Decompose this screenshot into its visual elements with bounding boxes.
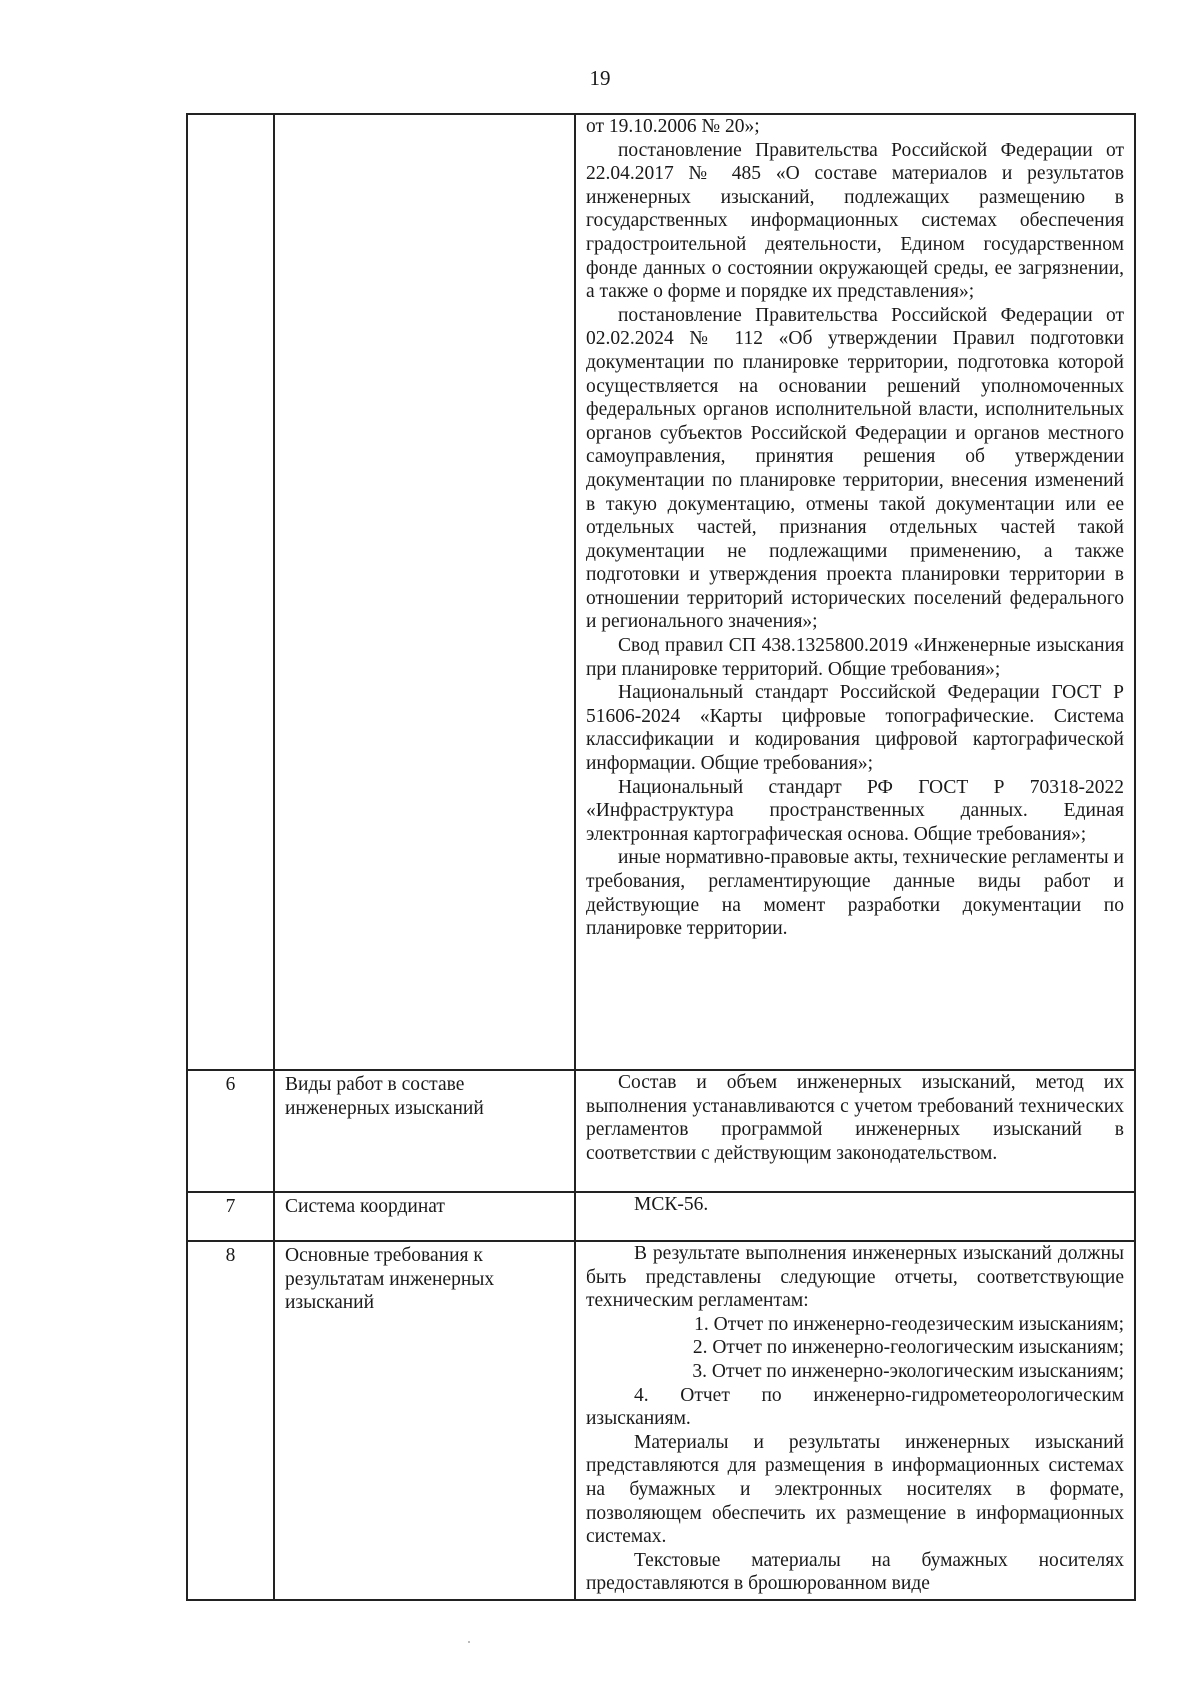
paragraph: Свод правил СП 438.1325800.2019 «Инженерные изыскания при планировке территорий. Общие требования»;	[586, 635, 1124, 680]
row-content-cell	[575, 1192, 1135, 1241]
requirements-table	[186, 113, 1136, 1601]
paragraph: В результате выполнения инженерных изысканий должны быть представлены следующие отчеты, соответствующие техническим регламентам:	[586, 1243, 1124, 1312]
list-item: 4. Отчет по инженерно-гидрометеорологическим изысканиям.	[586, 1384, 1124, 1430]
row-content-cell	[575, 114, 1135, 1070]
row-content-cell	[575, 1070, 1135, 1192]
row-number-cell: 7	[187, 1192, 274, 1241]
paragraph: Материалы и результаты инженерных изысканий представляются для размещения в информационных системах на бумажных и электронных носителях в формате, позволяющем обеспечить их размещение в информационных системах.	[586, 1431, 1124, 1548]
table-row-5-continued	[187, 114, 1135, 1070]
paragraph: Национальный стандарт Российской Федерации ГОСТ Р 51606-2024 «Карты цифровые топографические. Система классификации и кодирования цифровой картографической информации. Общие требования»;	[586, 682, 1124, 775]
scan-speck	[468, 1641, 470, 1643]
row-number-cell	[187, 114, 274, 1070]
list-item: 2. Отчет по инженерно-геологическим изысканиям;	[692, 1337, 1124, 1359]
paragraph: Национальный стандарт РФ ГОСТ Р 70318-2022 «Инфраструктура пространственных данных. Единая электронная картографическая основа. Общие требования»;	[586, 776, 1124, 845]
row-name-cell	[274, 114, 575, 1070]
paragraph: постановление Правительства Российской Федерации от 02.02.2024 № 112 «Об утверждении Правил подготовки документации по планировке территории, подготовка которой осуществляется на основании решений уполномоченных федеральных органов исполнительной власти, исполнительных органов субъектов Российской Федерации и органов местного самоуправления, принятия решения об утверждении документации по планировке территории, внесения изменений в такую документацию, отмены такой документации или ее отдельных частей, признания отдельных частей такой документации не подлежащими применению, а также подготовки и утверждения проекта планировки территории в отношении территорий исторических поселений федерального и регионального значения»;	[586, 304, 1124, 633]
row-content-cell	[575, 1241, 1135, 1600]
row-name-cell: Система координат	[274, 1192, 575, 1241]
row-name-cell: Основные требования к результатам инженерных изысканий	[274, 1241, 575, 1600]
list-item: 1. Отчет по инженерно-геодезическим изысканиям;	[694, 1313, 1124, 1335]
list-item: 3. Отчет по инженерно-экологическим изысканиям;	[692, 1360, 1124, 1382]
paragraph: иные нормативно-правовые акты, технические регламенты и требования, регламентирующие данные виды работ и действующие на момент разработки документации по планировке территории.	[586, 847, 1124, 940]
table-row-7	[187, 1192, 1135, 1241]
paragraph: Состав и объем инженерных изысканий, метод их выполнения устанавливаются с учетом требований технических регламентов программой инженерных изысканий в соответствии с действующим законодательством.	[586, 1072, 1124, 1164]
paragraph: постановление Правительства Российской Федерации от 22.04.2017 № 485 «О составе материалов и результатов инженерных изысканий, подлежащих размещению в государственных информационных системах обеспечения градостроительной деятельности, Едином государственном фонде данных о состоянии окружающей среды, ее загрязнении, а также о форме и порядке их представления»;	[586, 139, 1124, 303]
table-row-6	[187, 1070, 1135, 1192]
page-number: 19	[589, 66, 611, 90]
row-name-cell: Виды работ в составе инженерных изысканий	[274, 1070, 575, 1192]
row-number-cell: 8	[187, 1241, 274, 1600]
paragraph: от 19.10.2006 № 20»;	[586, 116, 760, 137]
row-number-cell: 6	[187, 1070, 274, 1192]
paragraph: Текстовые материалы на бумажных носителях предоставляются в брошюрованном виде	[586, 1549, 1124, 1595]
coordinate-system-value: МСК-56.	[634, 1194, 709, 1215]
table-row-8	[187, 1241, 1135, 1600]
